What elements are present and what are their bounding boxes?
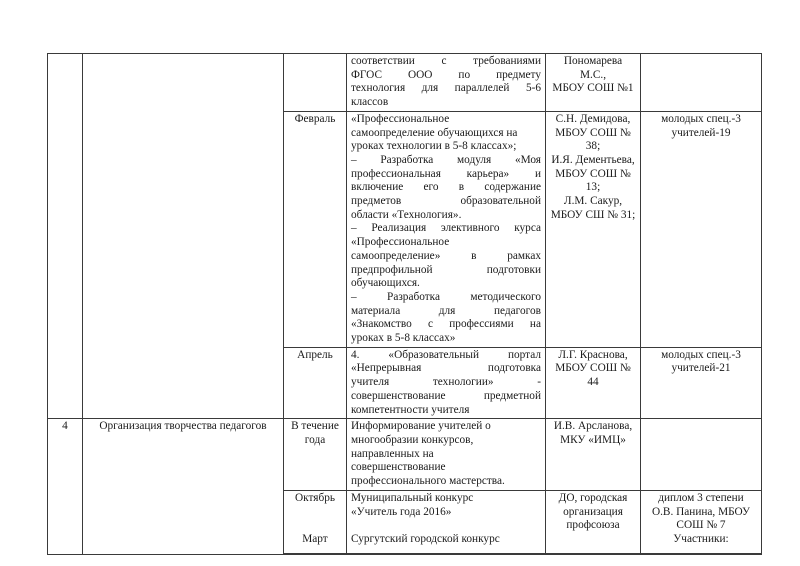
content-cell <box>347 490 546 554</box>
result-line: молодых спец.-3 <box>661 348 741 361</box>
period-line: Октябрь <box>294 491 336 504</box>
content-line: профессиональная карьера» и <box>351 167 541 180</box>
content-line: – Разработка модуля «Моя <box>351 153 541 166</box>
responsible-line: организация <box>563 505 623 518</box>
content-line: – Разработка методического <box>351 290 541 303</box>
content-line: классов <box>351 96 389 109</box>
result-line: О.В. Панина, МБОУ <box>651 505 751 518</box>
responsible-line: МБОУ СОШ № 13; <box>555 167 631 194</box>
content-line: включение его в содержание <box>351 181 541 194</box>
responsible-cell <box>546 54 641 112</box>
content-line: области «Технология». <box>351 208 462 221</box>
result-line: диплом 3 степени <box>658 491 744 504</box>
content-line: компетентности учителя <box>351 403 470 416</box>
period-cell: Апрель <box>284 347 347 419</box>
content-line: Сургутский городской конкурс <box>351 532 500 545</box>
content-cell <box>347 419 546 491</box>
content-line: ФГОС ООО по предмету <box>351 68 541 81</box>
row-number-cell: 4 <box>48 419 83 555</box>
content-line: «Непрерывная подготовка <box>351 362 541 375</box>
responsible-line: МБОУ СОШ № 38; <box>555 126 631 153</box>
result-line: молодых спец.-3 <box>661 112 741 125</box>
table-row <box>48 54 762 112</box>
responsible-line: И.В. Арсланова, <box>553 420 633 433</box>
content-cell <box>347 347 546 419</box>
responsible-line: Пономарева М.С., <box>563 55 623 81</box>
content-line: соответствии с требованиями <box>351 55 541 67</box>
spacer <box>288 506 342 520</box>
result-cell <box>641 54 762 112</box>
responsible-line: ДО, городская <box>558 491 628 504</box>
content-line: самоопределение обучающихся на <box>351 126 518 139</box>
content-line: уроках в 5-8 классах» <box>351 332 456 345</box>
content-line: «Профессиональное <box>351 236 450 249</box>
content-line: учителя технологии» - <box>351 376 541 389</box>
table-row <box>48 419 762 491</box>
responsible-line: МБОУ СШ № 31; <box>550 208 636 221</box>
content-line: обучающихся. <box>351 277 420 290</box>
result-cell <box>641 419 762 491</box>
content-line: уроках технологии в 5-8 классах»; <box>351 140 517 153</box>
content-line: – Реализация элективного курса <box>351 222 541 235</box>
content-line: материала для педагогов <box>351 304 541 317</box>
content-line: многообразии конкурсов, <box>351 433 474 446</box>
content-line: направленных на <box>351 447 434 460</box>
period-line: Март <box>302 532 328 545</box>
spacer <box>351 519 541 533</box>
activity-cell: Организация творчества педагогов <box>83 419 284 555</box>
period-cell <box>284 54 347 112</box>
result-line: Участники: <box>673 532 729 545</box>
result-cell <box>641 490 762 554</box>
period-cell: Февраль <box>284 111 347 347</box>
content-line: Муниципальный конкурс <box>351 491 474 504</box>
content-line: «Знакомство с профессиями на <box>351 318 541 331</box>
responsible-line: И.Я. Дементьева, <box>551 153 635 166</box>
content-line: «Профессиональное <box>351 112 450 125</box>
content-cell <box>347 111 546 347</box>
result-cell <box>641 347 762 419</box>
period-cell <box>284 490 347 554</box>
responsible-line: МБОУ СОШ № 44 <box>555 362 631 389</box>
activity-cell <box>83 54 284 419</box>
content-line: профессионального мастерства. <box>351 475 505 488</box>
responsible-line: профсоюза <box>566 519 620 532</box>
result-cell <box>641 111 762 347</box>
responsible-line: МКУ «ИМЦ» <box>560 433 626 446</box>
responsible-cell <box>546 111 641 347</box>
content-line: совершенствование предметной <box>351 389 541 402</box>
responsible-cell <box>546 419 641 491</box>
content-line: «Учитель года 2016» <box>351 505 452 518</box>
responsible-line: Л.Г. Краснова, <box>558 348 628 361</box>
responsible-cell <box>546 347 641 419</box>
responsible-line: С.Н. Демидова, <box>555 112 631 125</box>
content-line: предметов образовательной <box>351 195 541 208</box>
plan-table <box>47 53 762 555</box>
result-line: учителей-19 <box>671 126 731 139</box>
responsible-cell <box>546 490 641 554</box>
content-line: самоопределение» в рамках <box>351 249 541 262</box>
responsible-line: МБОУ СОШ №1 <box>552 82 634 95</box>
spacer <box>288 519 342 533</box>
content-line: 4. «Образовательный портал <box>351 348 541 361</box>
result-line: СОШ № 7 <box>676 519 726 532</box>
row-number-cell <box>48 54 83 419</box>
content-cell <box>347 54 546 112</box>
content-line: совершенствование <box>351 461 446 474</box>
content-line: технология для параллелей 5-6 <box>351 82 541 95</box>
period-cell: В течение года <box>284 419 347 491</box>
content-line: предпрофильной подготовки <box>351 263 541 276</box>
responsible-line: Л.М. Сакур, <box>563 195 623 208</box>
content-line: Информирование учителей о <box>351 420 491 433</box>
result-line: учителей-21 <box>671 362 731 375</box>
